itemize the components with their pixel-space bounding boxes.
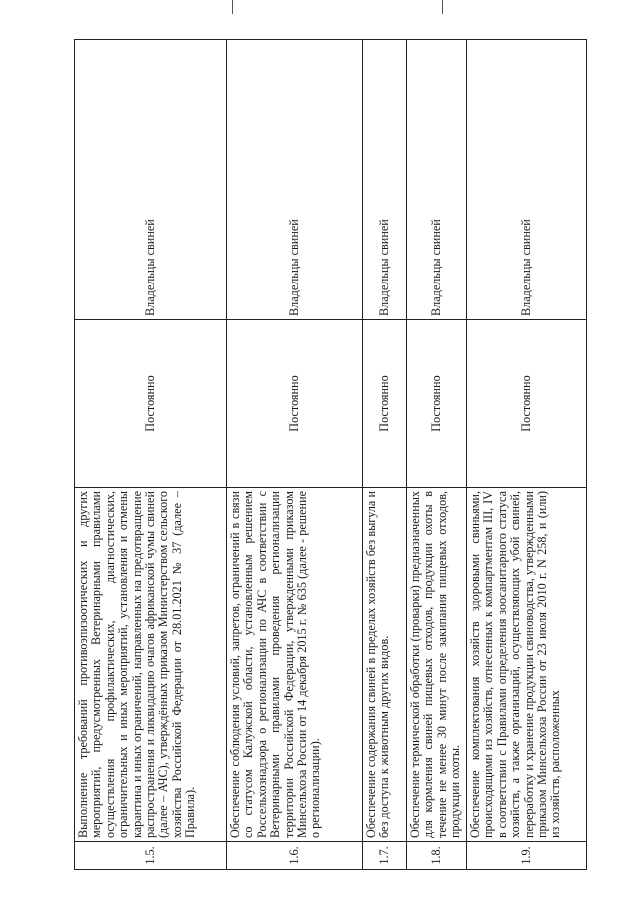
row-number: 1.6. xyxy=(227,842,363,870)
period-cell: Постоянно xyxy=(363,320,407,488)
responsible-cell: Владельцы свиней xyxy=(407,40,467,320)
page-edge-mark xyxy=(442,0,443,14)
row-number: 1.5. xyxy=(75,842,227,870)
measures-table xyxy=(74,39,587,870)
table-row xyxy=(363,40,407,870)
table-row xyxy=(467,40,587,870)
responsible-cell: Владельцы свиней xyxy=(75,40,227,320)
measure-text: Выполнение требований противоэпизоотических и других мероприятий, предусмотренных Ветеринарными правилами осуществления профилактических, диагностических, ограничительных и иных мероприятий, установления и отмены карантина и иных ограничений, направленных на предотвращение распространения и ликвидацию очагов африканской чумы свиней (далее – АЧС), утверждённых приказом Министерством сельского хозяйства Российской Федерации от 28.01.2021 № 37 (далее – Правила). xyxy=(75,488,227,842)
row-number: 1.8. xyxy=(407,842,467,870)
measure-text: Обеспечение комплектования хозяйств здоровыми свиньями, происходящими из хозяйств, отнесенных к компартментам III, IV в соответствии с Правилами определения зоосанитарного статуса хозяйств, а также организаций, осуществляющих убой свиней, переработку и хранение продукции свиноводства, утвержденными приказом Минсельхоза России от 23 июля 2010 г. N 258, и (или) из хозяйств, расположенных xyxy=(467,488,587,842)
row-number: 1.9. xyxy=(467,842,587,870)
table-row xyxy=(227,40,363,870)
table-row xyxy=(75,40,227,870)
page-edge-mark xyxy=(232,0,233,14)
responsible-cell: Владельцы свиней xyxy=(363,40,407,320)
period-cell: Постоянно xyxy=(75,320,227,488)
responsible-cell: Владельцы свиней xyxy=(227,40,363,320)
period-cell: Постоянно xyxy=(227,320,363,488)
table-row xyxy=(407,40,467,870)
period-cell: Постоянно xyxy=(467,320,587,488)
row-number: 1.7. xyxy=(363,842,407,870)
rotated-table-container xyxy=(74,40,586,870)
measure-text: Обеспечение содержания свиней в пределах хозяйств без выгула и без доступа к животным других видов. xyxy=(363,488,407,842)
period-cell: Постоянно xyxy=(407,320,467,488)
measure-text: Обеспечение термической обработки (проварки) предназначенных для кормления свиней пищевых отходов, продукции охоты в течение не менее 30 минут после закипания пищевых отходов, продукции охоты. xyxy=(407,488,467,842)
responsible-cell: Владельцы свиней xyxy=(467,40,587,320)
measure-text: Обеспечение соблюдения условий, запретов, ограничений в связи со статусом Калужской области, установленным решением Россельхознадзора о регионализации по АЧС в соответствии с Ветеринарными правилами проведения регионализации территории Российской Федерации, утвержденными приказом Минсельхоза России от 14 декабря 2015 г. № 635 (далее - решение о регионализации). xyxy=(227,488,363,842)
